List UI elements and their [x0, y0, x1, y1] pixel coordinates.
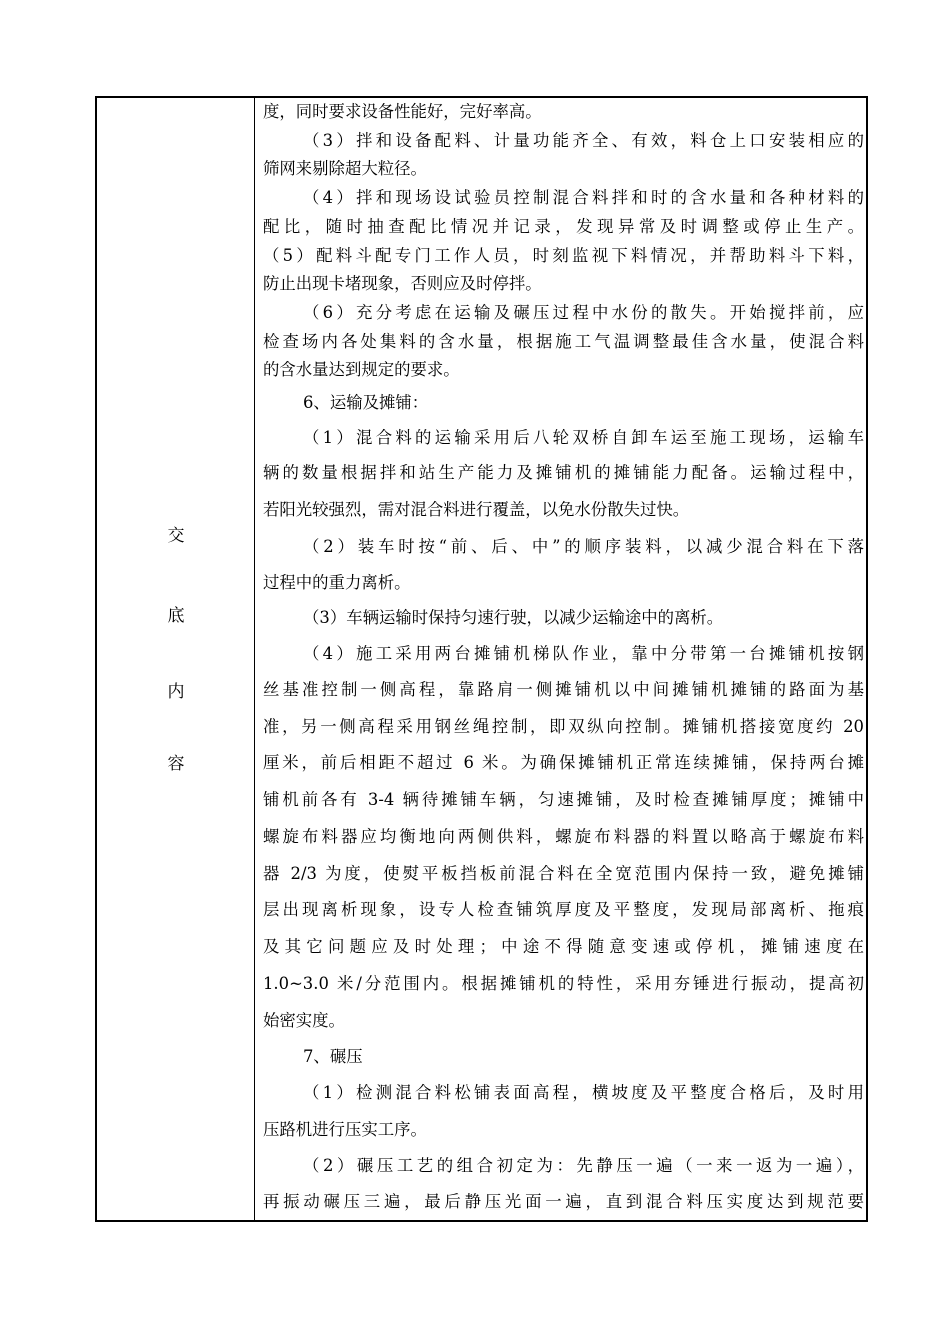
text-line: 厘米，前后相距不超过 6 米。为确保摊铺机正常连续摊铺，保持两台摊	[263, 753, 864, 772]
text-line: 及其它问题应及时处理；中途不得随意变速或停机，摊铺速度在	[263, 937, 864, 956]
text-line: 螺旋布料器应均衡地向两侧供料，螺旋布料器的料置以略高于螺旋布料	[263, 827, 864, 846]
text-line: 检查场内各处集料的含水量，根据施工气温调整最佳含水量，使混合料	[263, 332, 864, 351]
content-column	[255, 98, 866, 1220]
text-line: （3）拌和设备配料、计量功能齐全、有效，料仓上口安装相应的	[303, 131, 864, 150]
text-line: （1）混合料的运输采用后八轮双桥自卸车运至施工现场，运输车	[303, 428, 864, 447]
text-line: （1）检测混合料松铺表面高程，横坡度及平整度合格后，及时用	[303, 1083, 864, 1102]
text-line: 的含水量达到规定的要求。	[263, 360, 460, 379]
text-line: 铺机前各有 3-4 辆待摊铺车辆，匀速摊铺，及时检查摊铺厚度；摊铺中	[263, 790, 864, 809]
label-char: 内	[167, 682, 185, 702]
text-line: 过程中的重力离析。	[263, 573, 411, 592]
label-char: 交	[167, 526, 185, 546]
text-line: 压路机进行压实工序。	[263, 1120, 427, 1139]
text-line: 丝基准控制一侧高程，靠路肩一侧摊铺机以中间摊铺机摊铺的路面为基	[263, 680, 864, 699]
text-line: 1.0~3.0 米/分范围内。根据摊铺机的特性，采用夯锤进行振动，提高初	[263, 974, 864, 993]
text-line: （6）充分考虑在运输及碾压过程中水份的散失。开始搅拌前，应	[303, 303, 864, 322]
text-line: 器 2/3 为度，使熨平板挡板前混合料在全宽范围内保持一致，避免摊铺	[263, 864, 864, 883]
text-line: 辆的数量根据拌和站生产能力及摊铺机的摊铺能力配备。运输过程中，	[263, 463, 864, 482]
label-char: 容	[167, 754, 185, 774]
text-line: 始密实度。	[263, 1011, 345, 1030]
text-line: 若阳光较强烈，需对混合料进行覆盖，以免水份散失过快。	[263, 500, 690, 519]
text-line: 度，同时要求设备性能好，完好率高。	[263, 102, 542, 121]
text-line: 防止出现卡堵现象，否则应及时停拌。	[263, 274, 542, 293]
text-line: （4）施工采用两台摊铺机梯队作业，靠中分带第一台摊铺机按钢	[303, 644, 864, 663]
section-heading: 6、运输及摊铺：	[303, 393, 429, 412]
text-line: （4）拌和现场设试验员控制混合料拌和时的含水量和各种材料的	[303, 188, 864, 207]
label-column	[97, 98, 255, 1220]
label-char: 底	[167, 606, 185, 626]
section-heading: 7、碾压	[303, 1047, 363, 1066]
text-line: （2）碾压工艺的组合初定为：先静压一遍（一来一返为一遍），	[303, 1156, 864, 1175]
text-line: 筛网来剔除超大粒径。	[263, 159, 427, 178]
document-table	[95, 96, 868, 1222]
text-line: 配比，随时抽查配比情况并记录，发现异常及时调整或停止生产。	[263, 217, 864, 236]
text-line: 层出现离析现象，设专人检查铺筑厚度及平整度，发现局部离析、拖痕	[263, 900, 864, 919]
text-line: 准，另一侧高程采用钢丝绳控制，即双纵向控制。摊铺机搭接宽度约 20	[263, 717, 864, 736]
text-line: 再振动碾压三遍，最后静压光面一遍，直到混合料压实度达到规范要	[263, 1192, 864, 1211]
text-line: （3）车辆运输时保持匀速行驶，以减少运输途中的离析。	[303, 608, 724, 627]
text-line: （5）配料斗配专门工作人员，时刻监视下料情况，并帮助料斗下料，	[263, 246, 864, 265]
text-line: （2）装车时按“前、后、中”的顺序装料，以减少混合料在下落	[303, 537, 864, 556]
